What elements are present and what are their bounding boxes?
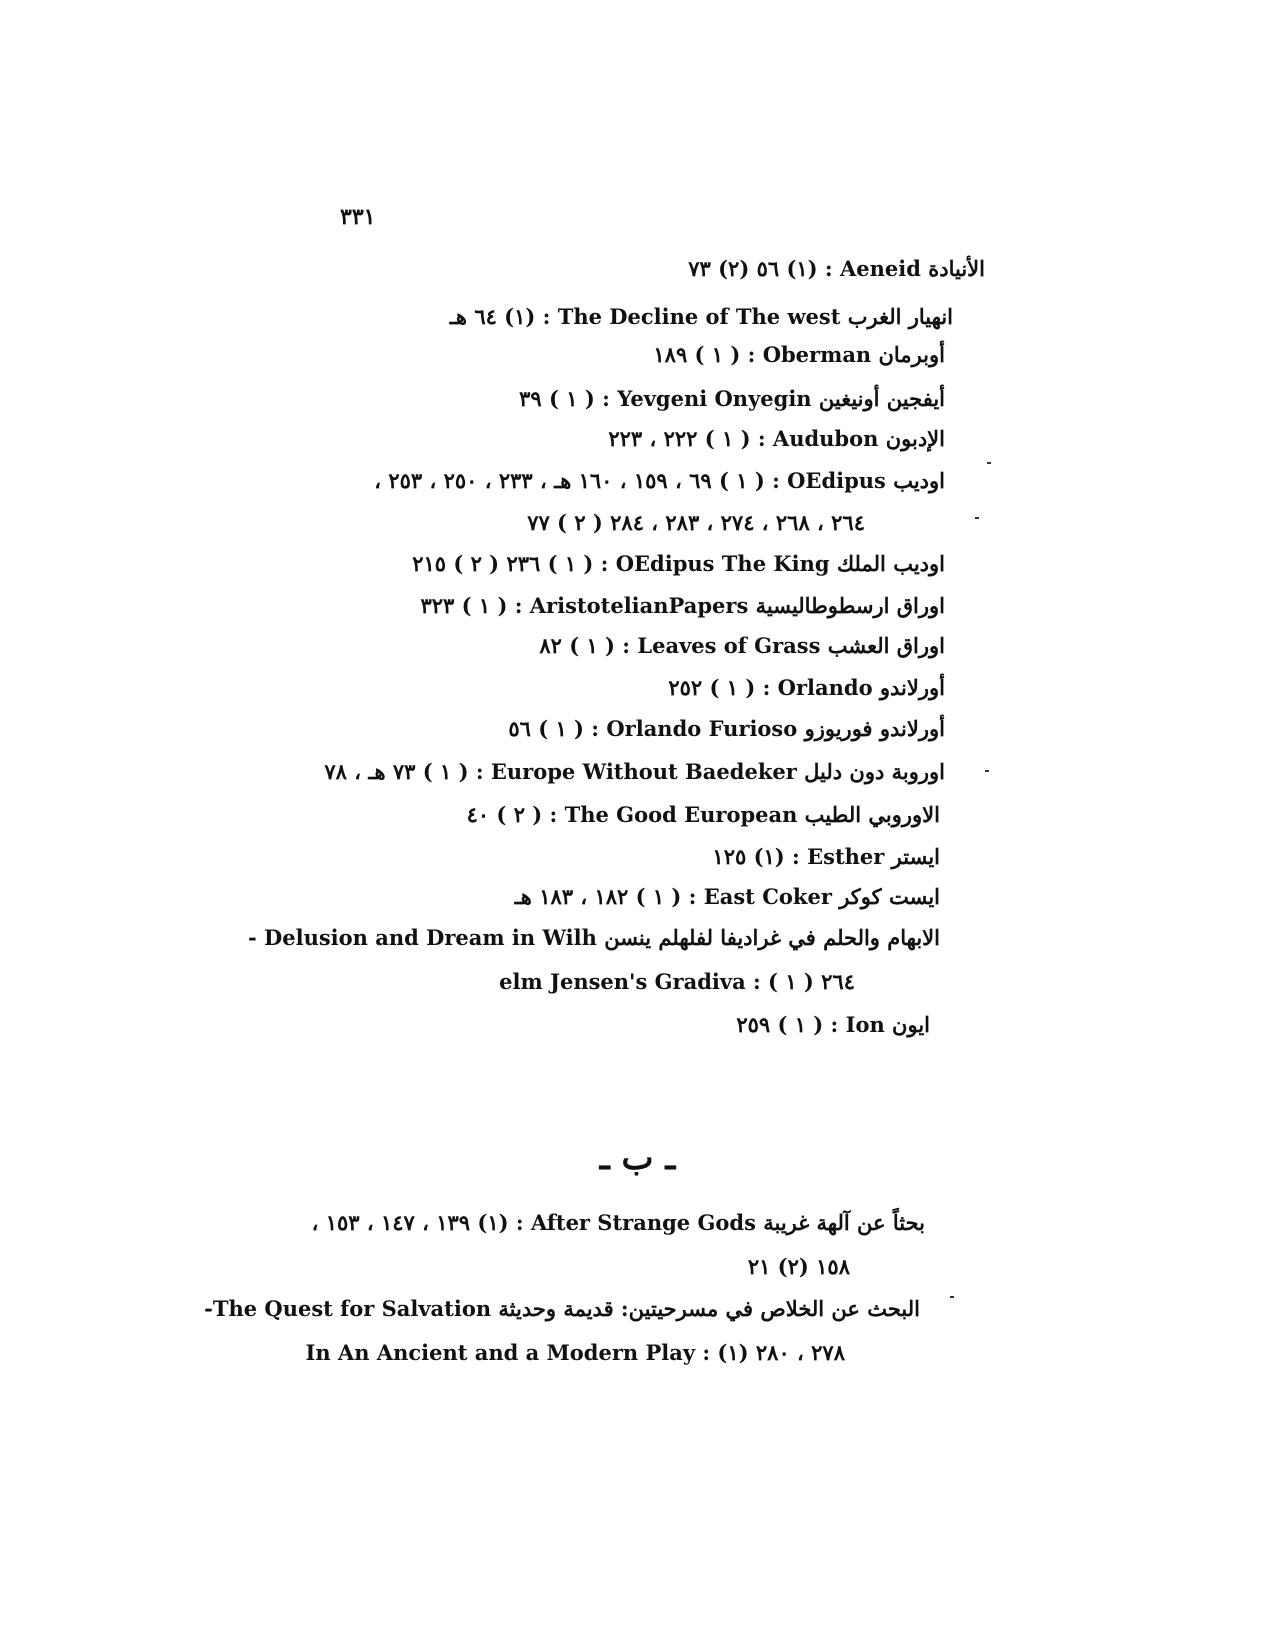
- index-entry-orlando-furioso: أورلاندو فوريوزو Orlando Furioso : ( ١ ) ٥٦: [508, 716, 945, 741]
- margin-mark: [950, 1296, 954, 1298]
- index-entry-yevgeni-onyegin: أيفجين أونيغين Yevgeni Onyegin : ( ١ ) ٣٩: [519, 386, 945, 411]
- index-entry-ion: ايون Ion : ( ١ ) ٢٥٩: [736, 1012, 930, 1037]
- margin-mark: [987, 462, 991, 464]
- page-number: ٣٣١: [340, 204, 376, 230]
- index-entry-esther: ايستر Esther : (١) ١٢٥: [712, 844, 940, 869]
- section-heading-ba: ـ ب ـ: [599, 1138, 676, 1178]
- margin-mark: [975, 517, 979, 519]
- index-entry-oedipus-the-king: اوديب الملك OEdipus The King : ( ١ ) ٢٣٦ ( ٢ ) ٢١٥: [412, 551, 945, 576]
- index-entry-aeneid: الأنيادة Aeneid : (١) ٥٦ (٢) ٧٣: [688, 256, 985, 281]
- index-entry-oedipus: اوديب OEdipus : ( ١ ) ٦٩ ، ١٥٩ ، ١٦٠ هـ ، ٢٣٣ ، ٢٥٠ ، ٢٥٣ ،: [374, 468, 945, 493]
- index-entry-after-strange-gods-continued: ١٥٨ (٢) ٢١: [747, 1254, 850, 1279]
- index-entry-delusion-and-dream-continued: elm Jensen's Gradiva : ( ١ ) ٢٦٤: [499, 969, 855, 994]
- index-entry-audubon: الإدبون Audubon : ( ١ ) ٢٢٢ ، ٢٢٣: [608, 426, 945, 451]
- index-entry-after-strange-gods: بحثاً عن آلهة غريبة After Strange Gods : (١) ١٣٩ ، ١٤٧ ، ١٥٣ ،: [311, 1210, 925, 1235]
- index-entry-good-european: الاوروبي الطيب The Good European : ( ٢ ) ٤٠: [466, 802, 940, 827]
- index-entry-oedipus-continued: ٢٦٤ ، ٢٦٨ ، ٢٧٤ ، ٢٨٣ ، ٢٨٤ ( ٢ ) ٧٧: [527, 510, 865, 535]
- index-entry-quest-for-salvation: البحث عن الخلاص في مسرحيتين: قديمة وحديثة The Quest for Salvation-: [204, 1296, 920, 1321]
- index-entry-quest-for-salvation-continued: In An Ancient and a Modern Play : (١) ٢٧٨ ، ٢٨٠: [305, 1340, 845, 1365]
- index-entry-aristotelian-papers: اوراق ارسطوطاليسية AristotelianPapers : ( ١ ) ٣٢٣: [420, 593, 945, 618]
- index-entry-delusion-and-dream: الابهام والحلم في غراديفا لفلهلم ينسن Delusion and Dream in Wilh -: [248, 925, 940, 950]
- index-entry-east-coker: ايست كوكر East Coker : ( ١ ) ١٨٢ ، ١٨٣ هـ: [514, 884, 940, 909]
- margin-mark: [985, 770, 989, 772]
- index-entry-decline-of-the-west: انهيار الغرب The Decline of The west : (١) ٦٤ هـ: [449, 304, 953, 329]
- index-entry-leaves-of-grass: اوراق العشب Leaves of Grass : ( ١ ) ٨٢: [539, 633, 945, 658]
- index-entry-orlando: أورلاندو Orlando : ( ١ ) ٢٥٢: [668, 675, 945, 700]
- index-entry-europe-without-baedeker: اوروبة دون دليل Europe Without Baedeker : ( ١ ) ٧٣ هـ ، ٧٨: [324, 759, 945, 784]
- index-entry-oberman: أوبرمان Oberman : ( ١ ) ١٨٩: [653, 342, 945, 367]
